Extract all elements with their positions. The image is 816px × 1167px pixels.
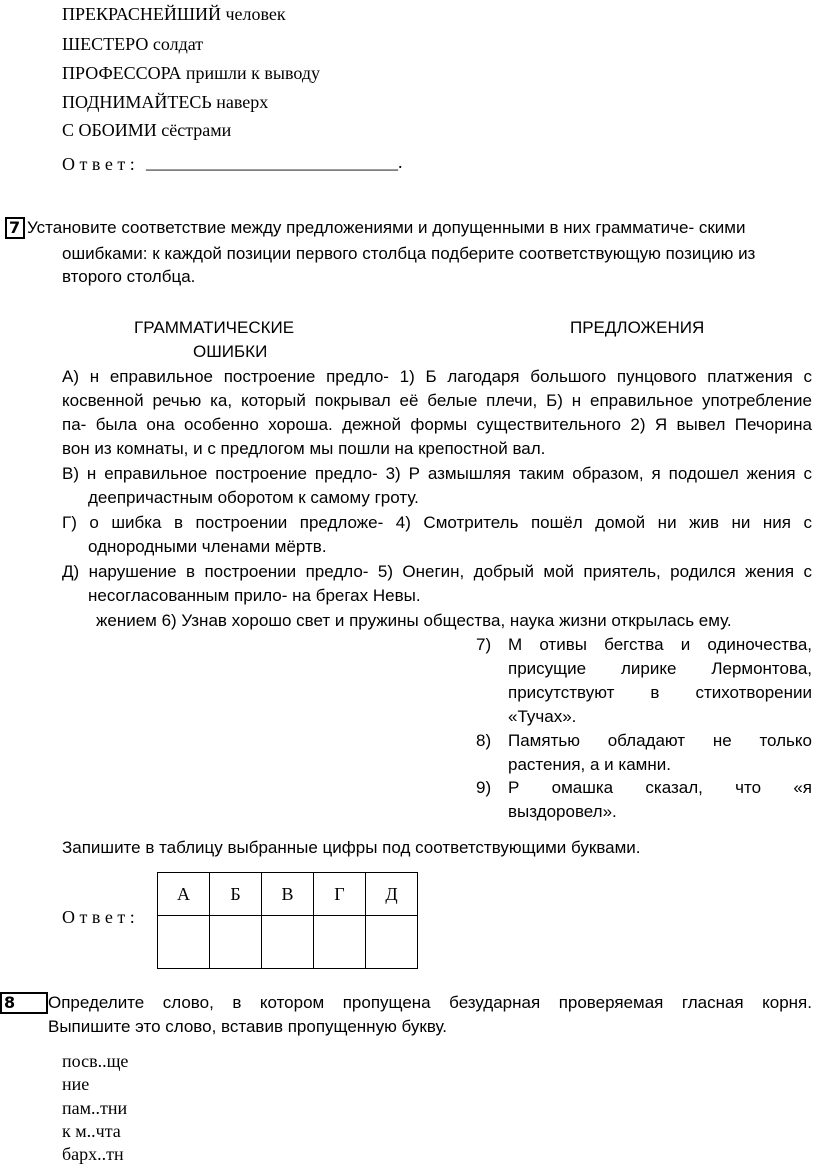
answer-cell-v[interactable] (262, 916, 314, 969)
item-7-number: 7) (476, 635, 492, 654)
col2-header: ПРЕДЛОЖЕНИЯ (570, 318, 705, 337)
task6-item-2: ШЕСТЕРО солдат (62, 34, 204, 54)
item-7-line-3: присутствуют в стихотворении (508, 683, 812, 702)
item-7-line-2: присущие лирике Лермонтова, (508, 659, 812, 678)
task7-line-5: В) н еправильное построение предло- 3) Р азмышляя таким образом, я подошел жения с (62, 464, 812, 483)
task7-intro-line-1: Установите соответствие между предложениями и допущенными в них грамматиче- скими (27, 218, 746, 237)
task7-line-2: косвенной речью ка, который покрывал её белые плечи, Б) н еправильное употребление (62, 391, 812, 410)
task7-intro-line-3: второго столбца. (62, 267, 196, 286)
answer-table (157, 872, 418, 969)
task7-intro-line-2: ошибками: к каждой позиции первого столбца подберите соответствующую позицию из (62, 244, 756, 263)
answer-table-header-v: В (262, 873, 314, 916)
col1-header: ГРАММАТИЧЕСКИЕ (134, 318, 295, 337)
task8-word-3: пам..тни (62, 1098, 128, 1118)
table-instruction: Запишите в таблицу выбранные цифры под соответствующими буквами. (62, 838, 641, 857)
task6-item-4: ПОДНИМАЙТЕСЬ наверх (62, 92, 269, 112)
task8-text-line-2: Выпишите это слово, вставив пропущенную букву. (48, 1017, 448, 1036)
item-8-line-1: Памятью обладают не только (508, 731, 812, 750)
item-9-number: 9) (476, 778, 492, 797)
task7-line-1: А) н еправильное построение предло- 1) Б лагодаря большого пунцового платжения с (62, 367, 812, 386)
answer-table-header-a: А (158, 873, 210, 916)
col1-header-line2: ОШИБКИ (193, 342, 268, 361)
item-7-line-4: «Тучах». (508, 707, 577, 726)
task6-item-5: С ОБОИМИ сёстрами (62, 120, 232, 140)
task7-line-10: несогласованным прило- на брегах Невы. (88, 586, 421, 605)
task7-line-7: Г) о шибка в построении предложе- 4) Смотритель пошёл домой ни жив ни ния с (62, 513, 812, 532)
item-9-line-2: выздоровел». (508, 802, 617, 821)
task7-line-8: однородными членами мёртв. (88, 537, 327, 556)
task7-line-6: деепричастным оборотом к самому гроту. (88, 488, 419, 507)
task8-word-4: к м..чта (62, 1121, 121, 1141)
task8-text-line-1: Определите слово, в котором пропущена безударная проверяемая гласная корня. (48, 993, 812, 1012)
item-8-number: 8) (476, 731, 492, 750)
item-9-line-1: Р омашка сказал, что «я (508, 778, 812, 797)
answer-cell-g[interactable] (314, 916, 366, 969)
answer-table-header-g: Г (314, 873, 366, 916)
task7-line-11: жением 6) Узнав хорошо свет и пружины общества, наука жизни открылась ему. (96, 611, 732, 630)
task6-item-3: ПРОФЕССОРА пришли к выводу (62, 63, 320, 83)
answer-table-header-b: Б (210, 873, 262, 916)
task7-line-3: па- была она особенно хороша. дежной формы существительного 2) Я вывел Печорина (62, 415, 812, 434)
task6-answer-label: О т в е т : (62, 154, 135, 174)
task8-word-1: посв..ще (62, 1051, 129, 1071)
task8-word-2: ние (62, 1074, 90, 1094)
task6-item-1: ПРЕКРАСНЕЙШИЙ человек (62, 4, 286, 24)
answer-table-header-d: Д (366, 873, 418, 916)
task7-answer-label: О т в е т : (62, 907, 135, 927)
item-8-line-2: растения, а и камни. (508, 755, 671, 774)
answer-cell-b[interactable] (210, 916, 262, 969)
task8-number: 8 (0, 992, 48, 1014)
answer-cell-a[interactable] (158, 916, 210, 969)
item-7-line-1: М отивы бегства и одиночества, (508, 635, 812, 654)
answer-cell-d[interactable] (366, 916, 418, 969)
task7-line-9: Д) нарушение в построении предло- 5) Онегин, добрый мой приятель, родился жения с (62, 562, 812, 581)
task6-answer-line: ____________________________. (146, 152, 403, 172)
task7-line-4: вон из комнаты, и с предлогом мы пошли на крепостной вал. (62, 439, 546, 458)
task7-number: 7 (5, 217, 25, 239)
task8-word-5: барх..тн (62, 1144, 124, 1164)
